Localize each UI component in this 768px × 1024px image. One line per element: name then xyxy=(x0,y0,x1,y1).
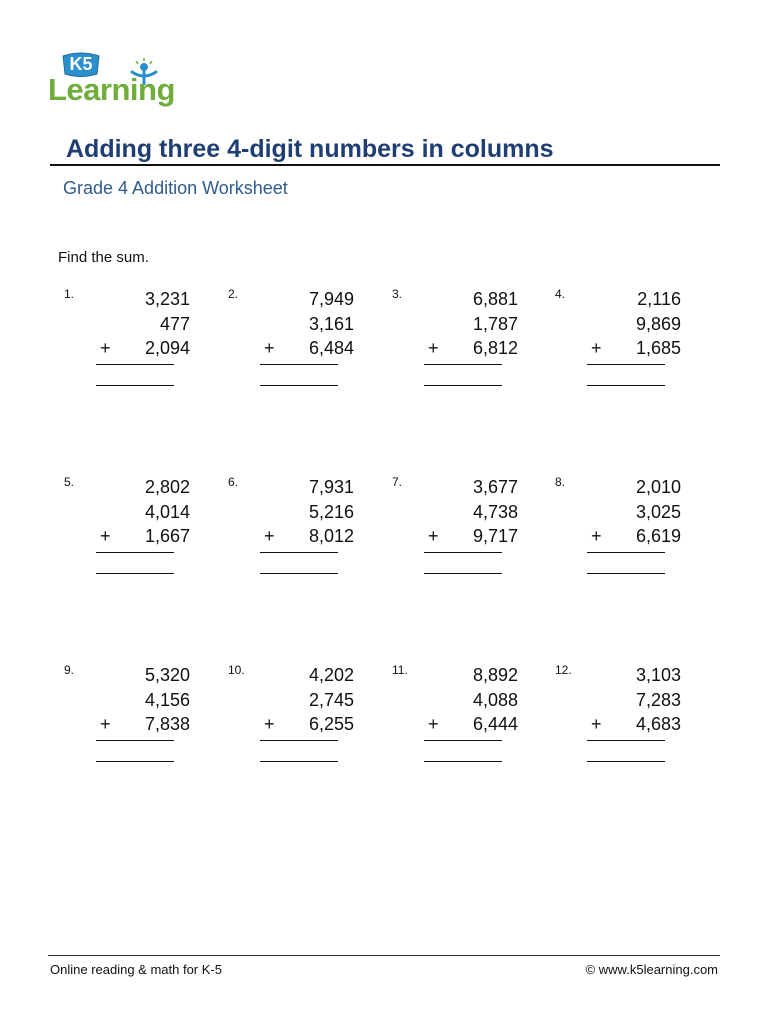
addend-2: 1,787 xyxy=(472,314,518,334)
addend-3: 2,094 xyxy=(144,338,190,358)
addend-3: 1,667 xyxy=(144,526,190,546)
sum-rule xyxy=(587,552,665,553)
sum-rule xyxy=(424,740,502,741)
logo-badge-text: K5 xyxy=(69,54,93,74)
addend-2: 4,156 xyxy=(144,690,190,710)
addend-1: 6,881 xyxy=(472,289,518,309)
problem-number: 9. xyxy=(64,663,75,677)
k5-learning-logo xyxy=(48,52,188,112)
addend-1: 7,949 xyxy=(308,289,354,309)
plus-sign: + xyxy=(591,338,602,358)
sum-rule xyxy=(96,552,174,553)
page-subtitle: Grade 4 Addition Worksheet xyxy=(63,178,288,198)
addend-3: 6,619 xyxy=(635,526,681,546)
problem-4 xyxy=(555,288,705,398)
addend-2: 3,025 xyxy=(635,502,681,522)
sum-rule xyxy=(424,364,502,365)
addend-2: 4,014 xyxy=(144,502,190,522)
addend-2: 4,088 xyxy=(472,690,518,710)
problem-number: 3. xyxy=(392,287,403,301)
addend-3: 9,717 xyxy=(472,526,518,546)
plus-sign: + xyxy=(591,526,602,546)
problem-number: 8. xyxy=(555,475,566,489)
plus-sign: + xyxy=(100,714,111,734)
problem-number: 10. xyxy=(228,663,245,677)
problem-number: 11. xyxy=(392,663,408,677)
addend-1: 8,892 xyxy=(472,665,518,685)
problem-number: 5. xyxy=(64,475,75,489)
logo-wordmark: Learning xyxy=(48,72,175,107)
plus-sign: + xyxy=(428,338,439,358)
addend-1: 2,010 xyxy=(635,477,681,497)
answer-line xyxy=(260,761,338,762)
addend-3: 6,484 xyxy=(308,338,354,358)
addend-2: 4,738 xyxy=(472,502,518,522)
answer-line xyxy=(587,573,665,574)
plus-sign: + xyxy=(264,526,275,546)
addend-3: 6,812 xyxy=(472,338,518,358)
sum-rule xyxy=(260,552,338,553)
answer-line xyxy=(260,573,338,574)
plus-sign: + xyxy=(428,526,439,546)
problem-5 xyxy=(64,476,214,586)
plus-sign: + xyxy=(100,338,111,358)
addend-3: 4,683 xyxy=(635,714,681,734)
addend-1: 2,802 xyxy=(144,477,190,497)
problem-10 xyxy=(228,664,378,774)
sum-rule xyxy=(587,364,665,365)
addend-2: 477 xyxy=(159,314,190,334)
addend-1: 3,677 xyxy=(472,477,518,497)
sum-rule xyxy=(260,740,338,741)
sum-rule xyxy=(260,364,338,365)
addend-3: 6,255 xyxy=(308,714,354,734)
problem-number: 4. xyxy=(555,287,566,301)
addend-2: 2,745 xyxy=(308,690,354,710)
sum-rule xyxy=(424,552,502,553)
answer-line xyxy=(260,385,338,386)
answer-line xyxy=(424,573,502,574)
addend-3: 1,685 xyxy=(635,338,681,358)
problem-7 xyxy=(392,476,542,586)
answer-line xyxy=(424,761,502,762)
addend-2: 5,216 xyxy=(308,502,354,522)
problem-number: 7. xyxy=(392,475,403,489)
problem-1 xyxy=(64,288,214,398)
plus-sign: + xyxy=(428,714,439,734)
answer-line xyxy=(424,385,502,386)
addend-1: 3,103 xyxy=(635,665,681,685)
problem-number: 1. xyxy=(64,287,75,301)
footer-tagline: Online reading & math for K-5 xyxy=(50,962,222,977)
problem-12 xyxy=(555,664,705,774)
title-divider xyxy=(50,164,720,166)
addend-3: 7,838 xyxy=(144,714,190,734)
problem-number: 6. xyxy=(228,475,239,489)
addend-2: 3,161 xyxy=(308,314,354,334)
sum-rule xyxy=(96,740,174,741)
plus-sign: + xyxy=(264,714,275,734)
addend-3: 8,012 xyxy=(308,526,354,546)
addend-1: 5,320 xyxy=(144,665,190,685)
footer-divider xyxy=(48,955,720,956)
instruction-text: Find the sum. xyxy=(58,249,149,266)
footer-copyright: © www.k5learning.com xyxy=(585,962,718,977)
plus-sign: + xyxy=(264,338,275,358)
problem-2 xyxy=(228,288,378,398)
problem-6 xyxy=(228,476,378,586)
plus-sign: + xyxy=(100,526,111,546)
problem-11 xyxy=(392,664,542,774)
problem-9 xyxy=(64,664,214,774)
sum-rule xyxy=(96,364,174,365)
addend-3: 6,444 xyxy=(472,714,518,734)
sum-rule xyxy=(587,740,665,741)
addend-2: 9,869 xyxy=(635,314,681,334)
problem-8 xyxy=(555,476,705,586)
addend-1: 2,116 xyxy=(637,289,681,309)
answer-line xyxy=(587,385,665,386)
problem-number: 12. xyxy=(555,663,572,677)
problem-number: 2. xyxy=(228,287,239,301)
answer-line xyxy=(96,761,174,762)
problem-3 xyxy=(392,288,542,398)
addend-1: 7,931 xyxy=(308,477,354,497)
answer-line xyxy=(587,761,665,762)
plus-sign: + xyxy=(591,714,602,734)
answer-line xyxy=(96,573,174,574)
addend-1: 3,231 xyxy=(144,289,190,309)
addend-2: 7,283 xyxy=(635,690,681,710)
answer-line xyxy=(96,385,174,386)
page-title: Adding three 4-digit numbers in columns xyxy=(66,135,554,163)
addend-1: 4,202 xyxy=(308,665,354,685)
